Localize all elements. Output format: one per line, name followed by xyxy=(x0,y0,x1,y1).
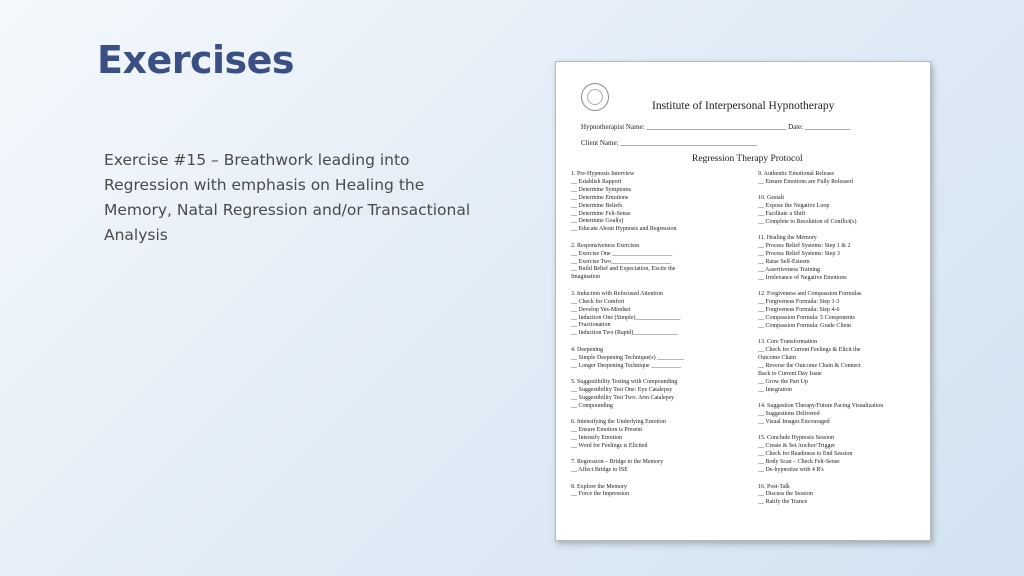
checklist-item: __ Body Scan – Check Felt-Sense xyxy=(758,459,840,466)
checklist-item: Back to Current Day Issue xyxy=(758,371,822,378)
checklist-item: __ Develop Yes-Mindset xyxy=(571,306,631,313)
checklist-item: __ Compassion Formula: Grade Client xyxy=(758,323,851,329)
checklist-item: __ Affect Bridge to ISE xyxy=(571,467,628,474)
checklist-item: __ Force the Impression xyxy=(571,491,630,498)
section-heading: 15. Conclude Hypnosis Session xyxy=(758,435,835,442)
checklist-item: __ Visual Images Encouraged xyxy=(758,419,830,426)
checklist-item: __ Simple Deepening Technique(s) _________ xyxy=(571,354,685,361)
section-heading: 9. Authentic Emotional Release xyxy=(758,171,834,177)
checklist-item: __ Raise Self-Esteem xyxy=(758,259,810,266)
protocol-section xyxy=(758,435,883,475)
client-name-field: Client Name: _______________________________________ xyxy=(581,139,757,147)
checklist-item: __ Educate About Hypnosis and Regression xyxy=(571,226,677,233)
checklist-item: __ Induction Two (Rapid)_______________ xyxy=(571,330,679,337)
checklist-item: __ Reverse the Outcome Chain & Connect xyxy=(758,363,861,370)
checklist-item: __ Ensure Emotion is Present xyxy=(571,426,642,433)
protocol-section xyxy=(758,195,883,227)
checklist-item: __ Determine Goal(s) xyxy=(571,218,624,225)
checklist-item: __ Compounding xyxy=(571,402,613,409)
section-heading: 7. Regression – Bridge to the Memory xyxy=(571,459,664,466)
protocol-section xyxy=(571,347,684,371)
checklist-item: __ Fractionation xyxy=(571,322,611,329)
checklist-item: __ Word for Feelings is Elicited xyxy=(571,442,648,449)
section-heading: 13. Core Transformation xyxy=(758,339,818,346)
checklist-item: __ Discuss the Session xyxy=(758,491,813,498)
checklist-item: __ Create & Set Anchor/Trigger xyxy=(758,443,836,450)
checklist-item: __ Suggestibility Test Two: Arm Catalepsy xyxy=(571,394,675,401)
checklist-item: __ Determine Symptoms xyxy=(571,186,631,193)
section-heading: 11. Healing the Memory xyxy=(758,235,817,242)
checklist-item: __ Assertiveness Training xyxy=(758,267,821,274)
checklist-item: __ Check for Comfort xyxy=(571,298,625,305)
checklist-item: __ Check for Readiness to End Session xyxy=(758,451,853,458)
institute-seal-icon xyxy=(581,83,609,111)
section-heading: 16. Post-Talk xyxy=(758,483,790,490)
checklist-item: __ Complete to Resolution of Conflict(s) xyxy=(758,219,857,226)
checklist-item: __ De-hypnotize with 4 R's xyxy=(758,467,824,474)
protocol-document xyxy=(555,61,931,541)
section-heading: 2. Responsiveness Exercises xyxy=(571,242,640,249)
checklist-item: __ Process Belief Systems: Step 3 xyxy=(758,251,840,258)
checklist-item: __ Exercise Two____________________ xyxy=(571,258,672,265)
checklist-item: __ Build Belief and Expectation, Excite the xyxy=(571,266,676,273)
exercise-description: Exercise #15 – Breathwork leading into Regression with emphasis on Healing the Memory, Natal Regression and/or Transactional Analysis xyxy=(104,151,471,244)
checklist-item: __ Compassion Formula: 5 Components xyxy=(758,315,856,322)
hypnotherapist-name-field: Hypnotherapist Name: ________________________________________ Date: _____________ xyxy=(581,123,851,131)
checklist-item: __ Process Belief Systems: Step 1 & 2 xyxy=(758,243,851,250)
checklist-item: __ Irrelevance of Negative Emotions xyxy=(758,274,847,281)
checklist-item: __ Exercise One ____________________ xyxy=(571,250,673,257)
checklist-item: __ Ensure Emotions are Fully Released xyxy=(758,178,853,185)
section-heading: 10. Gestalt xyxy=(758,195,784,202)
protocol-section xyxy=(571,291,684,338)
section-heading: 12. Forgiveness and Compassion Formulas xyxy=(758,291,862,298)
checklist-item: Outcome Chain xyxy=(758,355,796,362)
checklist-item: __ Forgiveness Formula: Step 1-3 xyxy=(758,299,840,306)
protocol-right-column xyxy=(758,171,883,516)
checklist-item: __ Determine Beliefs xyxy=(571,202,623,209)
protocol-section xyxy=(758,403,883,427)
section-heading: 4. Deepening xyxy=(571,346,603,353)
checklist-item: __ Integration xyxy=(758,386,792,393)
protocol-section xyxy=(571,379,684,411)
checklist-item: __ Suggestibility Test One: Eye Catalepsy xyxy=(571,386,673,393)
checklist-item: __ Determine Emotions xyxy=(571,194,629,201)
checklist-item: __ Induction One (Simple)_______________ xyxy=(571,314,681,321)
protocol-title: Regression Therapy Protocol xyxy=(692,154,803,164)
institute-name: Institute of Interpersonal Hypnotherapy xyxy=(652,100,835,112)
protocol-section xyxy=(758,171,883,187)
protocol-left-column xyxy=(571,171,684,508)
slide-title: Exercises xyxy=(97,38,295,82)
protocol-section xyxy=(571,171,684,234)
checklist-item: __ Ratify the Trance xyxy=(758,499,808,506)
section-heading: 3. Induction with Refocused Attention xyxy=(571,290,663,297)
section-heading: 8. Explore the Memory xyxy=(571,483,627,490)
checklist-item: __ Check for Current Feelings & Elicit the xyxy=(758,347,861,354)
section-heading: 5. Suggestibility Testing with Compounding xyxy=(571,378,678,385)
checklist-item: __ Expose the Negative Loop xyxy=(758,203,830,210)
section-heading: 14. Suggestion Therapy/Future Pacing Visualization xyxy=(758,403,884,410)
protocol-section xyxy=(758,291,883,331)
checklist-item: __ Longer Deepening Technique __________ xyxy=(571,362,682,369)
protocol-section xyxy=(758,484,883,508)
protocol-section xyxy=(571,419,684,451)
protocol-section xyxy=(758,339,883,394)
protocol-section xyxy=(758,235,883,282)
checklist-item: __ Intensify Emotion xyxy=(571,434,622,441)
checklist-item: __ Determine Felt-Sense xyxy=(571,210,631,217)
protocol-section xyxy=(571,484,684,500)
section-heading: 6. Intensifying the Underlying Emotion xyxy=(571,419,666,426)
protocol-section xyxy=(571,459,684,475)
checklist-item: Imagination xyxy=(571,274,600,281)
checklist-item: __ Facilitate a Shift xyxy=(758,211,806,218)
checklist-item: __ Grow the Part Up xyxy=(758,378,808,385)
checklist-item: __ Establish Rapport xyxy=(571,178,622,185)
section-heading: 1. Pre-Hypnosis Interview xyxy=(571,171,635,177)
protocol-section xyxy=(571,243,684,283)
checklist-item: __ Suggestions Delivered xyxy=(758,411,820,418)
checklist-item: __ Forgiveness Formula: Step 4-6 xyxy=(758,307,840,314)
